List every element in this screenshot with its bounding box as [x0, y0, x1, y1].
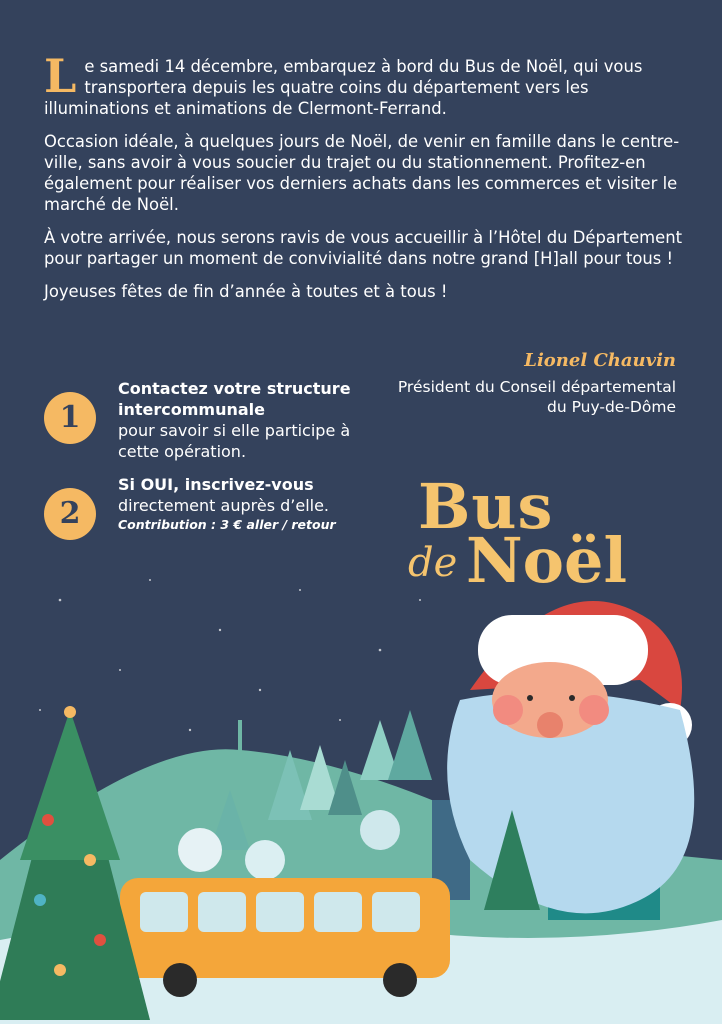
- santa-claus-icon: [447, 601, 694, 913]
- intro-text: [44, 49, 684, 314]
- step-2-bold: Si OUI, inscrivez-vous: [118, 475, 314, 494]
- title-de: de: [408, 540, 458, 586]
- drop-cap: L: [44, 49, 77, 103]
- steps-list: [44, 378, 384, 534]
- paragraph-1-text: e samedi 14 décembre, embarquez à bord du Bus de Noël, qui vous transportera depuis les quatre coins du département vers les illuminations et animations de Clermont-Ferrand.: [44, 57, 643, 118]
- step-number-1: 1: [44, 392, 96, 444]
- christmas-illustration: [0, 560, 722, 1024]
- signature-role-2: du Puy-de-Dôme: [546, 398, 676, 416]
- step-2: [44, 474, 384, 534]
- paragraph-2: Occasion idéale, à quelques jours de Noël, de venir en famille dans le centre-ville, sans avoir à vous soucier du trajet ou du stationnement. Profitez-en également pour réaliser vos derniers achats dans les commerces et visiter le marché de Noël.: [44, 132, 680, 214]
- step-2-note: Contribution : 3 € aller / retour: [118, 517, 336, 532]
- step-1-bold: Contactez votre structure intercommunale: [118, 379, 351, 419]
- title-bus: Bus: [418, 470, 554, 543]
- stars: [39, 579, 421, 731]
- signature-name: Lionel Chauvin: [524, 350, 676, 371]
- paragraph-3: À votre arrivée, nous serons ravis de vous accueillir à l’Hôtel du Département pour partager un moment de convivialité dans notre grand [H]all pour tous !: [44, 228, 683, 268]
- title-noel: Noël: [466, 524, 628, 597]
- step-number-2: 2: [44, 488, 96, 540]
- signature-block: [398, 350, 676, 417]
- step-1-text: pour savoir si elle participe à cette opération.: [118, 421, 351, 461]
- paragraph-4: Joyeuses fêtes de fin d’année à toutes et à tous !: [44, 282, 448, 301]
- step-2-text: directement auprès d’elle.: [118, 496, 330, 515]
- paragraph-1: [44, 49, 684, 119]
- step-1: [44, 378, 384, 462]
- signature-role-1: Président du Conseil départemental: [397, 378, 676, 396]
